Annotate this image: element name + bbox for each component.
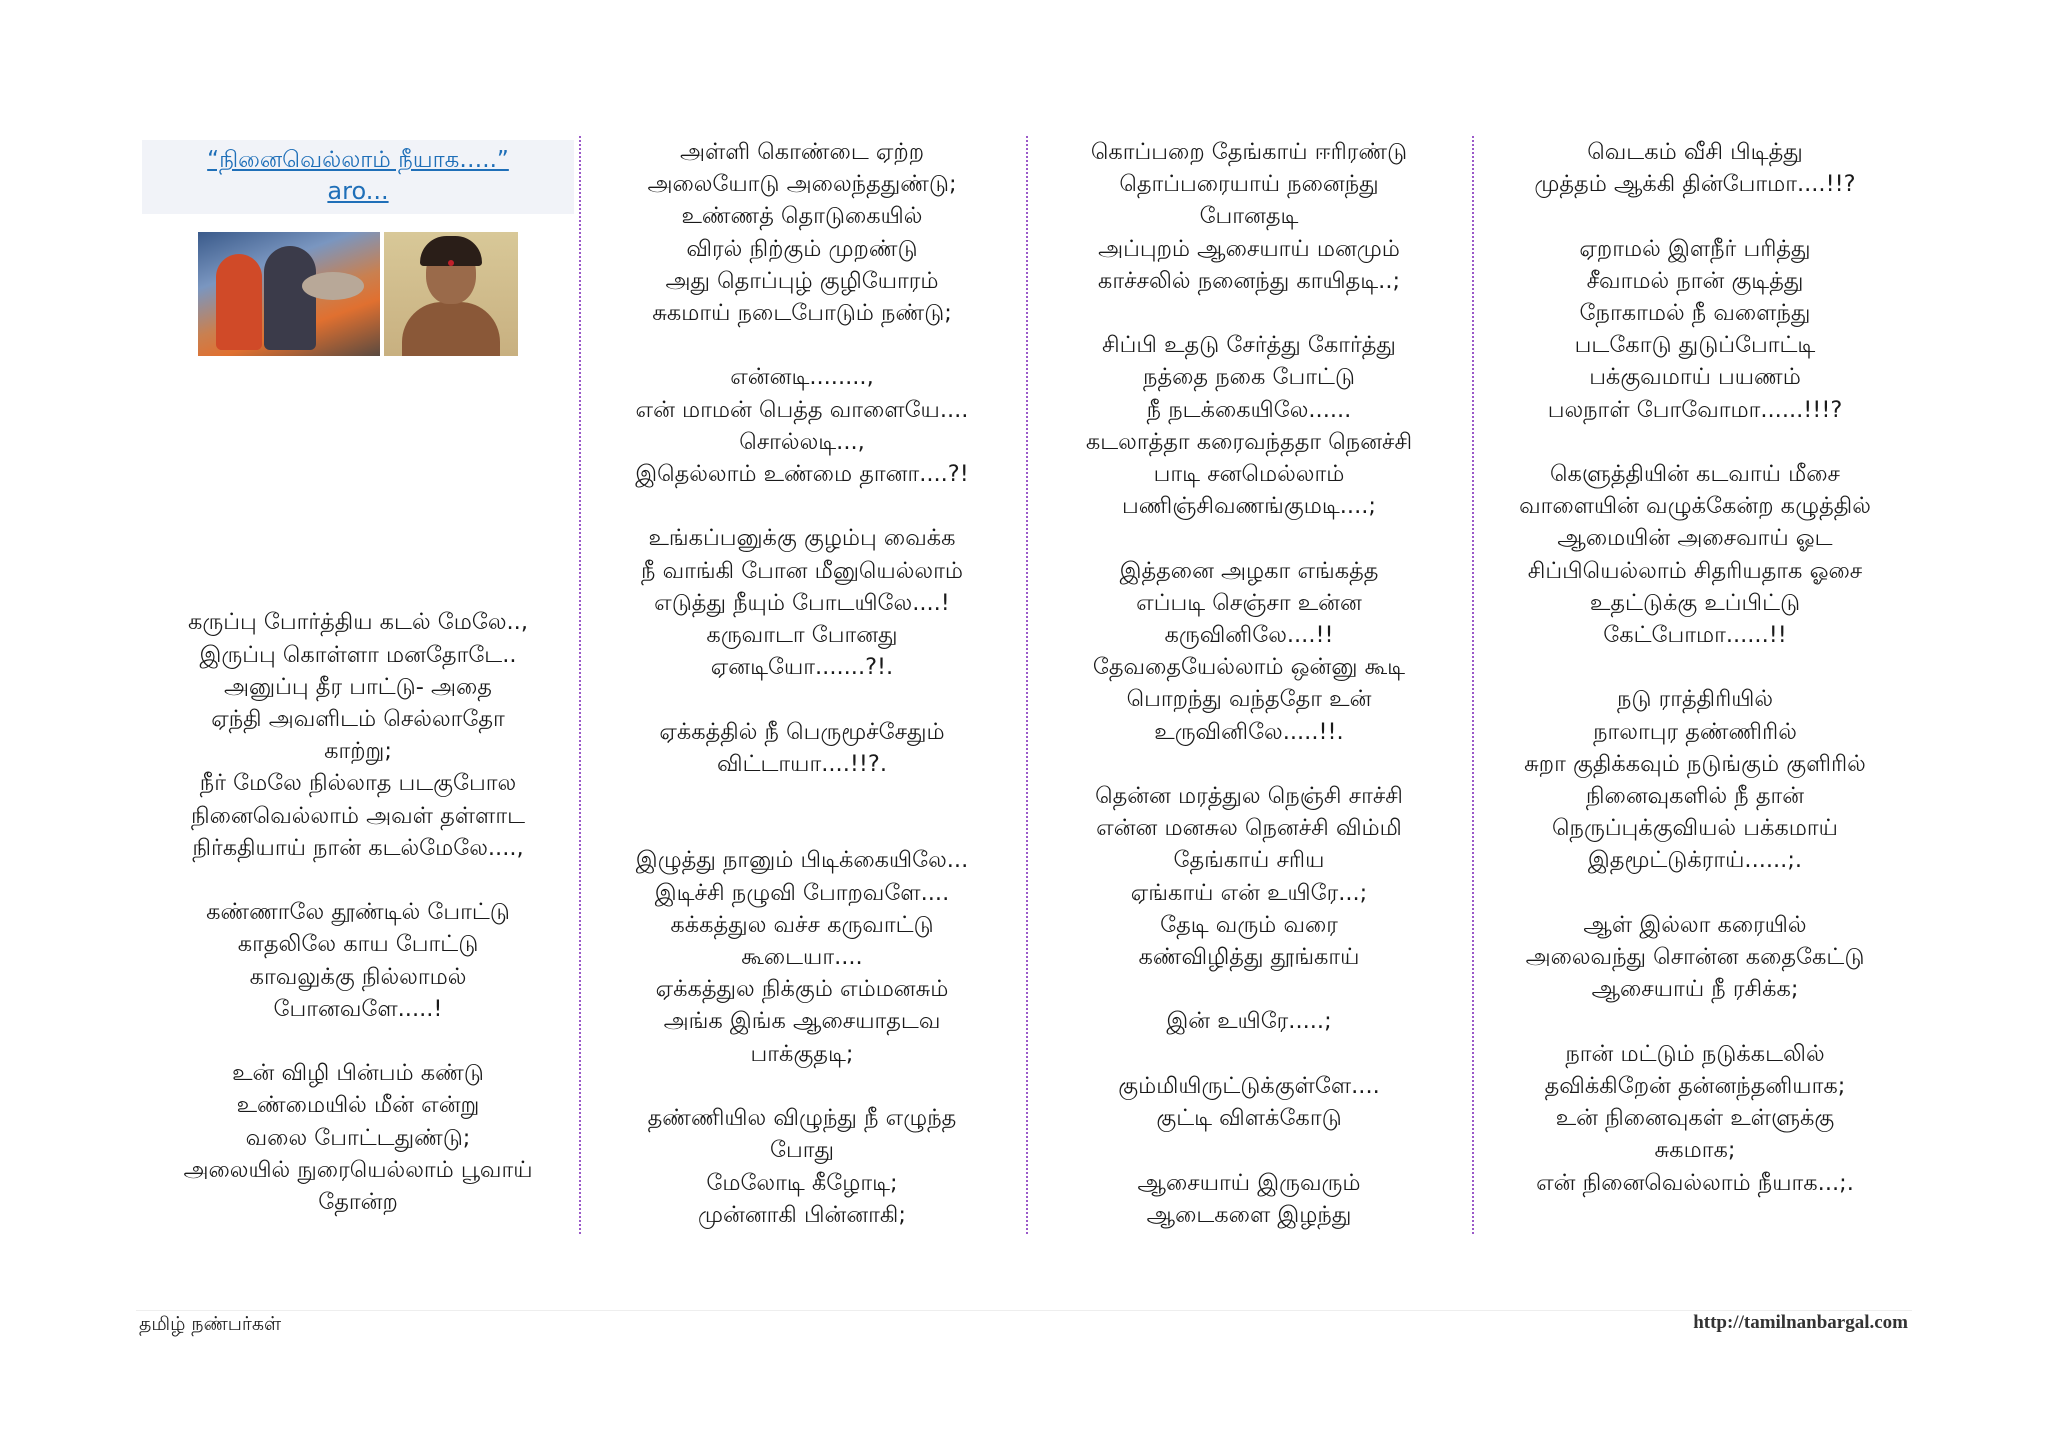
title-link[interactable]: “நினைவெல்லாம் நீயாக…..”	[207, 147, 509, 173]
poem-column-1	[136, 136, 580, 1218]
poem-text-column-1: கருப்பு போர்த்திய கடல் மேலே.., இருப்பு கொள்ளா மனதோடே.. அனுப்பு தீர பாட்டு- அதை ஏந்தி அவளிடம் செல்லாதோ காற்று; நீர் மேலே நில்லாத படகுபோல நினைவெல்லாம் அவள் தள்ளாட நிர்கதியாய் நான் கடல்மேலே...., கண்ணாலே தூண்டில் போட்டு காதலிலே காய போட்டு காவலுக்கு நில்லாமல் போனவளே.....! உன் விழி பின்பம் கண்டு உண்மையில் மீன் என்று வலை போட்டதுண்டு; அலையில் நுரையெல்லாம் பூவாய் தோன்ற	[183, 609, 533, 1216]
footer-url[interactable]: http://tamilnanbargal.com	[1693, 1312, 1908, 1333]
footer-site-name: தமிழ் நண்பர்கள்	[139, 1313, 282, 1335]
title-box	[142, 140, 574, 214]
poem-text-column-3: கொப்பறை தேங்காய் ஈரிரண்டு தொப்பரையாய் நனைந்து போனதடி அப்புறம் ஆசையாய் மனமும் காச்சலில் நனைந்து காயிதடி..; சிப்பி உதடு சேர்த்து கோர்த்து நத்தை நகை போட்டு நீ நடக்கையிலே...... கடலாத்தா கரைவந்ததா நெனச்சி பாடி சனமெல்லாம் பணிஞ்சிவணங்குமடி....; இத்தனை அழகா எங்கத்த எப்படி செஞ்சா உன்ன கருவினிலே....!! தேவதையேல்லாம் ஒன்னு கூடி பொறந்து வந்ததோ உன் உருவினிலே.....!!. தென்ன மரத்துல நெஞ்சி சாச்சி என்ன மனசுல நெனச்சி விம்மி தேங்காய் சரிய ஏங்காய் என் உயிரே...; தேடி வரும் வரை கண்விழித்து தூங்காய் இன் உயிரே.....; கும்மியிருட்டுக்குள்ளே.... குட்டி விளக்கோடு ஆசையாய் இருவரும் ஆடைகளை இழந்து	[1085, 139, 1413, 1228]
footer-divider	[136, 1310, 1912, 1311]
fisherwomen-painting-image	[198, 232, 380, 356]
poem-text-column-4: வெடகம் வீசி பிடித்து முத்தம் ஆக்கி தின்போமா....!!? ஏறாமல் இளநீர் பரித்து சீவாமல் நான் குடித்து நோகாமல் நீ வளைந்து படகோடு துடுப்போட்டி பக்குவமாய் பயணம் பலநாள் போவோமா......!!!? கெளுத்தியின் கடவாய் மீசை வாளையின் வழுக்கேன்ற கழுத்தில் ஆமையின் அசைவாய் ஓட சிப்பியெல்லாம் சிதரியதாக ஓசை உதட்டுக்கு உப்பிட்டு கேட்போமா......!! நடு ராத்திரியில் நாலாபுர தண்ணிரில் சுறா குதிக்கவும் நடுங்கும் குளிரில் நினைவுகளில் நீ தான் நெருப்புக்குவியல் பக்கமாய் இதமூட்டுக்ராய்......;. ஆள் இல்லா கரையில் அலைவந்து சொன்ன கதைகேட்டு ஆசையாய் நீ ரசிக்க; நான் மட்டும் நடுக்கடலில் தவிக்கிறேன் தன்னந்தனியாக; உன் நினைவுகள் உள்ளுக்கு சுகமாக; என் நினைவெல்லாம் நீயாக...;.	[1519, 139, 1871, 1196]
woman-portrait-image	[384, 232, 518, 356]
poem-text-column-2: அள்ளி கொண்டை ஏற்ற அலையோடு அலைந்ததுண்டு; உண்ணத் தொடுகையில் விரல் நிற்கும் முறண்டு அது தொப்புழ் குழியோரம் சுகமாய் நடைபோடும் நண்டு; என்னடி........, என் மாமன் பெத்த வாளையே.... சொல்லடி..., இதெல்லாம் உண்மை தானா....?! உங்கப்பனுக்கு குழம்பு வைக்க நீ வாங்கி போன மீனுயெல்லாம் எடுத்து நீயும் போடயிலே....! கருவாடா போனது ஏனடியோ.......?!. ஏக்கத்தில் நீ பெருமூச்சேதும் விட்டாயா....!!?. இழுத்து நானும் பிடிக்கையிலே... இடிச்சி நழுவி போறவளே.... கக்கத்துல வச்ச கருவாட்டு கூடையா.... ஏக்கத்துல நிக்கும் எம்மனசும் அங்க இங்க ஆசையாதடவ பாக்குதடி; தண்ணியில விழுந்து நீ எழுந்த போது மேலோடி கீழோடி; முன்னாகி பின்னாகி;	[635, 139, 969, 1228]
author-link[interactable]: aro...	[327, 177, 389, 206]
illustration-images	[198, 232, 518, 356]
